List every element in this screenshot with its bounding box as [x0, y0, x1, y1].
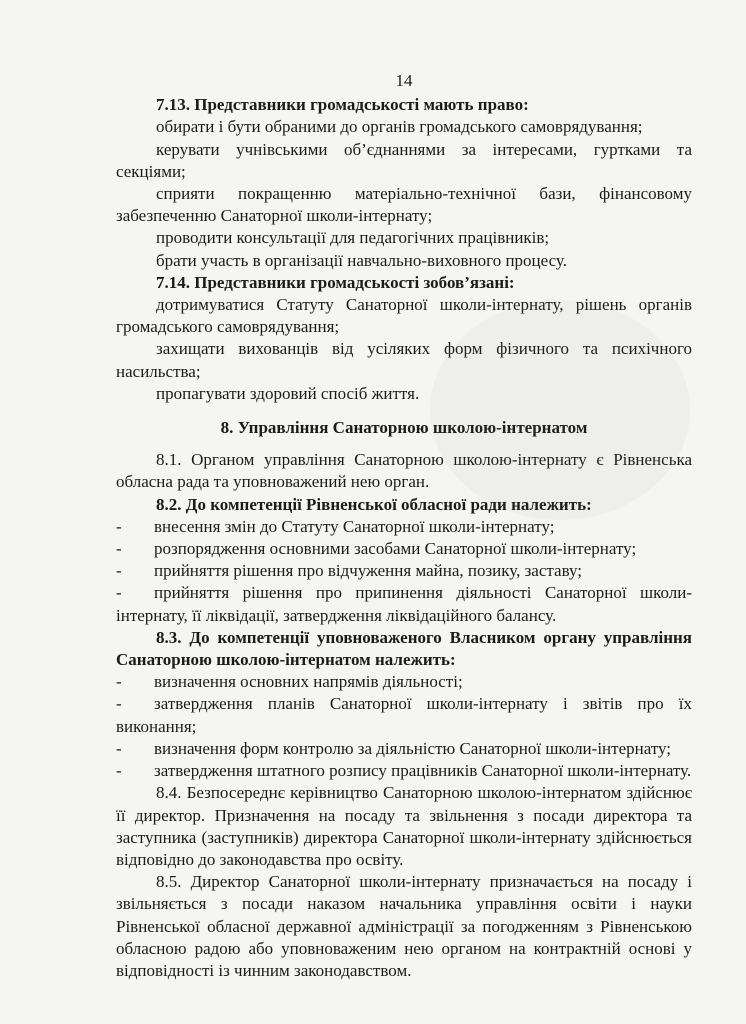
list-item-text: визначення основних напрямів діяльності; — [154, 672, 463, 692]
list-item: обирати і бути обраними до органів громадського самоврядування; — [156, 117, 643, 137]
list-item: сприяти покращенню матеріально-технічної бази, фінансовому забезпеченню Санаторної школи-інтернату; — [116, 184, 692, 226]
list-item: пропагувати здоровий спосіб життя. — [156, 383, 420, 403]
list-item — [116, 516, 692, 538]
dash-marker: - — [116, 516, 122, 536]
list-item: керувати учнівськими об’єднаннями за інтересами, гуртками та секціями; — [116, 139, 692, 181]
dash-marker: - — [116, 539, 122, 559]
list-item: дотримуватися Статуту Санаторної школи-інтернату, рішень органів громадського самоврядування; — [116, 295, 692, 337]
list-item — [116, 671, 692, 693]
list-item: брати участь в організації навчально-виховного процесу. — [156, 250, 567, 270]
list-item-text: прийняття рішення про припинення діяльності Санаторної школи-інтернату, її ліквідації, затвердження ліквідаційного балансу. — [116, 583, 692, 625]
section-7-13-heading: 7.13. Представники громадськості мають право: — [156, 95, 529, 115]
paragraph-8-3-heading: 8.3. До компетенції уповноваженого Власником органу управління Санаторною школою-інтернатом належить: — [116, 627, 692, 670]
page-number: 14 — [395, 71, 413, 90]
paper-stain — [430, 300, 690, 520]
list-item-text: затвердження штатного розпису працівників Санаторної школи-інтернату. — [154, 761, 692, 781]
paragraph-8-1: 8.1. Органом управління Санаторною школою-інтернату є Рівненська обласна рада та уповноважений нею орган. — [116, 450, 692, 492]
section-7-14-heading: 7.14. Представники громадськості зобов’язані: — [156, 272, 515, 292]
list-item — [116, 560, 692, 582]
list-item — [116, 738, 692, 760]
dash-marker: - — [116, 694, 122, 714]
dash-marker: - — [116, 738, 122, 758]
paragraph-8-2-heading: 8.2. До компетенції Рівненської обласної ради належить: — [156, 494, 592, 514]
list-item — [116, 538, 692, 560]
list-item-text: розпорядження основними засобами Санаторної школи-інтернату; — [154, 539, 637, 559]
list-item — [116, 760, 692, 782]
section-8-title: 8. Управління Санаторною школою-інтернатом — [220, 418, 588, 438]
dash-marker: - — [116, 761, 122, 781]
dash-marker: - — [116, 583, 122, 603]
paragraph-8-4: 8.4. Безпосереднє керівництво Санаторною школою-інтернатом здійснює її директор. Призначення на посаду та звільнення з посади директора та заступника (заступників) директора Санаторної школи-інтернату здійснюється відповідно до законодавства про освіту. — [116, 783, 692, 869]
list-item-text: затвердження планів Санаторної школи-інтернату і звітів про їх виконання; — [116, 694, 692, 736]
list-item: захищати вихованців від усіляких форм фізичного та психічного насильства; — [116, 339, 692, 381]
dash-marker: - — [116, 672, 122, 692]
list-item-text: визначення форм контролю за діяльністю Санаторної школи-інтернату; — [154, 738, 672, 758]
list-item-text: внесення змін до Статуту Санаторної школи-інтернату; — [154, 516, 555, 536]
dash-marker: - — [116, 561, 122, 581]
paragraph-8-5: 8.5. Директор Санаторної школи-інтернату призначається на посаду і звільняється з посади наказом начальника управління освіти і науки Рівненської обласної державної адміністрації за погодженням з Рівненською обласною радою або уповноваженим нею органом на контрактній основі у відповідності із чинним законодавством. — [116, 872, 692, 980]
list-item: проводити консультації для педагогічних працівників; — [156, 228, 550, 248]
list-item-text: прийняття рішення про відчуження майна, позику, заставу; — [154, 561, 583, 581]
list-item — [116, 582, 692, 626]
list-item — [116, 693, 692, 737]
